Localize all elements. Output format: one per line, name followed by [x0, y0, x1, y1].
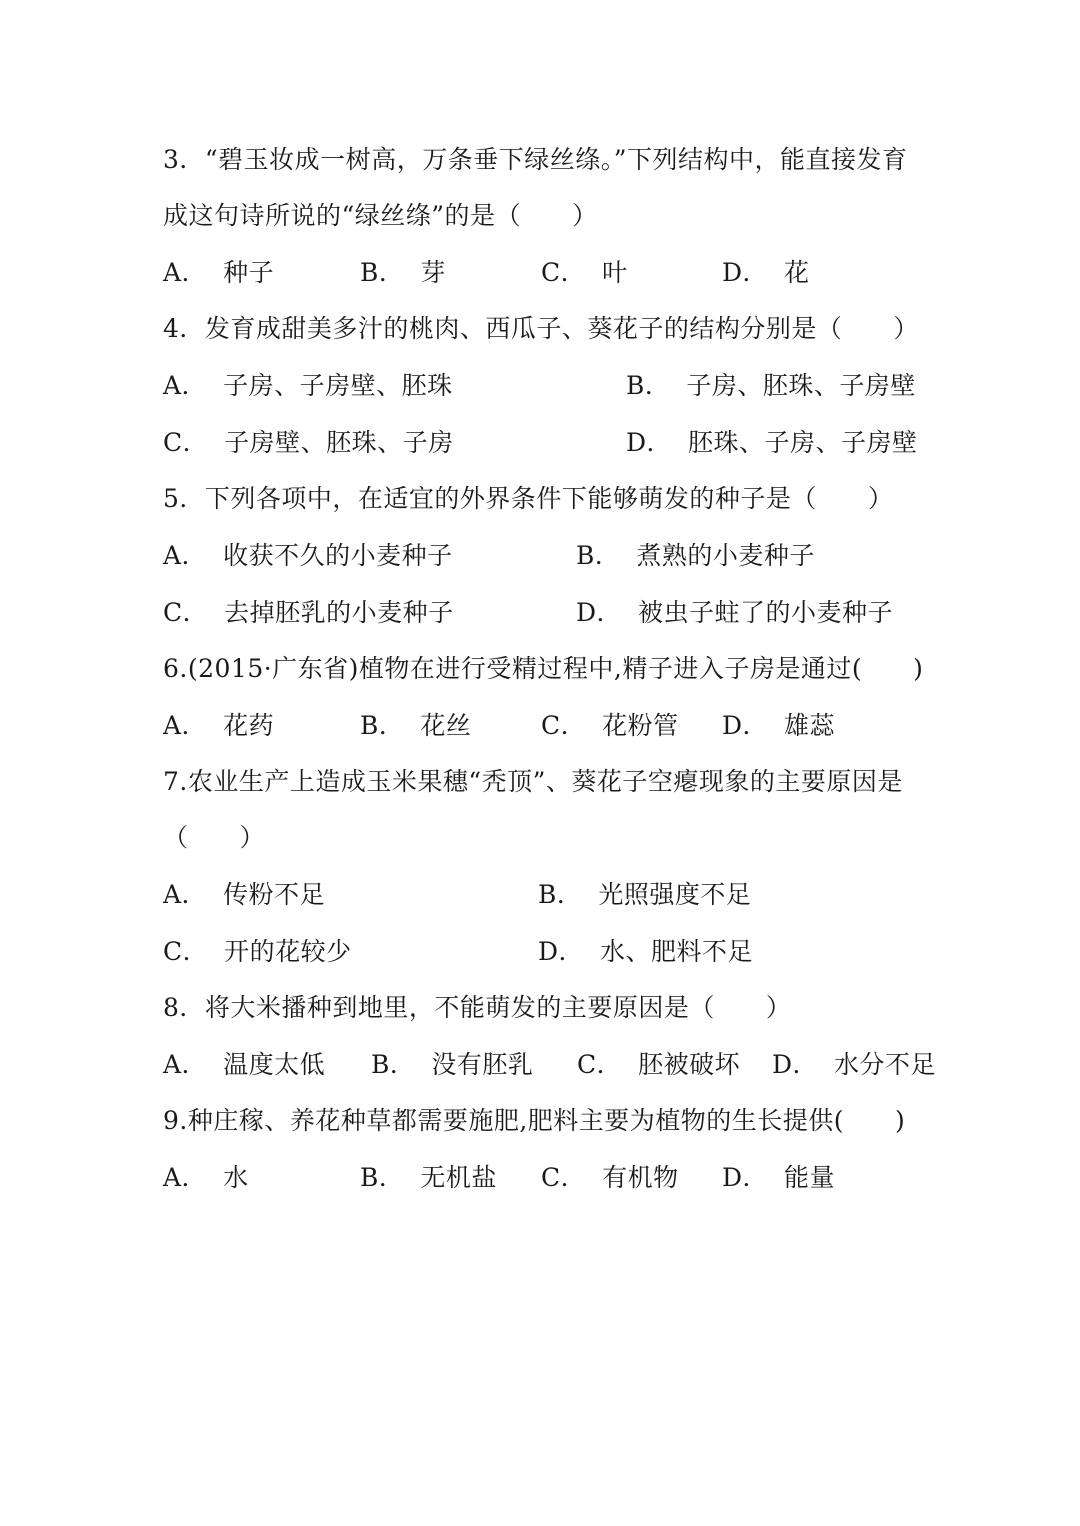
- question-8-line-1: [163, 988, 791, 1028]
- question-text: 种庄稼、养花种草都需要施肥,肥料主要为植物的生长提供( ): [187, 1106, 906, 1135]
- option-c: C． 子房壁、胚珠、子房: [163, 428, 454, 457]
- option-a: A． 收获不久的小麦种子: [163, 541, 453, 570]
- question-4-line-1: [163, 309, 919, 349]
- question-text: （ ）: [163, 823, 266, 852]
- question-text: 农业生产上造成玉米果穗“秃顶”、葵花子空瘪现象的主要原因是: [187, 767, 903, 796]
- option-d: D． 能量: [722, 1163, 836, 1192]
- option-d: D． 雄蕊: [722, 711, 836, 740]
- option-c: C． 花粉管: [541, 711, 679, 740]
- option-d: D． 水、肥料不足: [538, 937, 754, 966]
- question-number: 6.: [163, 654, 188, 683]
- question-text: 发育成甜美多汁的桃肉、西瓜子、葵花子的结构分别是（ ）: [204, 314, 919, 343]
- question-7-line-2: [163, 818, 265, 858]
- question-6-line-1: [163, 649, 923, 689]
- question-number: 4．: [163, 314, 205, 343]
- option-d: D． 胚珠、子房、子房壁: [626, 428, 918, 457]
- option-b: B． 无机盐: [360, 1163, 497, 1192]
- question-number: 7.: [163, 767, 188, 796]
- question-number: 9.: [163, 1106, 188, 1135]
- option-d: D． 水分不足: [772, 1050, 937, 1079]
- option-a: A． 子房、子房壁、胚珠: [163, 371, 453, 400]
- option-b: B． 光照强度不足: [538, 880, 752, 909]
- option-c: C． 开的花较少: [163, 937, 352, 966]
- option-b: B． 花丝: [360, 711, 472, 740]
- option-a: A． 种子: [163, 258, 275, 287]
- option-c: C． 胚被破坏: [577, 1050, 741, 1079]
- question-3-line-2: [163, 196, 598, 236]
- question-text: “碧玉妆成一树高，万条垂下绿丝绦。”下列结构中，能直接发育: [204, 145, 908, 174]
- question-text: 下列各项中，在适宜的外界条件下能够萌发的种子是（ ）: [204, 484, 894, 513]
- option-b: B． 煮熟的小麦种子: [576, 541, 815, 570]
- question-7-line-1: [163, 762, 903, 802]
- option-c: C． 有机物: [541, 1163, 679, 1192]
- option-c: C． 叶: [541, 258, 628, 287]
- option-a: A． 温度太低: [163, 1050, 326, 1079]
- question-text: (2015·广东省)植物在进行受精过程中,精子进入子房是通过( ): [187, 654, 924, 683]
- option-c: C． 去掉胚乳的小麦种子: [163, 598, 454, 627]
- option-a: A． 水: [163, 1163, 249, 1192]
- option-d: D． 被虫子蛀了的小麦种子: [576, 598, 894, 627]
- option-d: D． 花: [722, 258, 810, 287]
- option-a: A． 传粉不足: [163, 880, 326, 909]
- question-text: 成这句诗所说的“绿丝绦”的是（ ）: [163, 201, 598, 230]
- question-number: 5．: [163, 484, 205, 513]
- option-b: B． 子房、胚珠、子房壁: [626, 371, 916, 400]
- question-number: 8．: [163, 993, 205, 1022]
- option-b: B． 没有胚乳: [371, 1050, 534, 1079]
- question-9-line-1: [163, 1101, 905, 1141]
- question-text: 将大米播种到地里，不能萌发的主要原因是（ ）: [204, 993, 792, 1022]
- option-a: A． 花药: [163, 711, 275, 740]
- option-b: B． 芽: [360, 258, 446, 287]
- question-number: 3．: [163, 145, 205, 174]
- question-3-line-1: [163, 140, 907, 180]
- question-5-line-1: [163, 479, 893, 519]
